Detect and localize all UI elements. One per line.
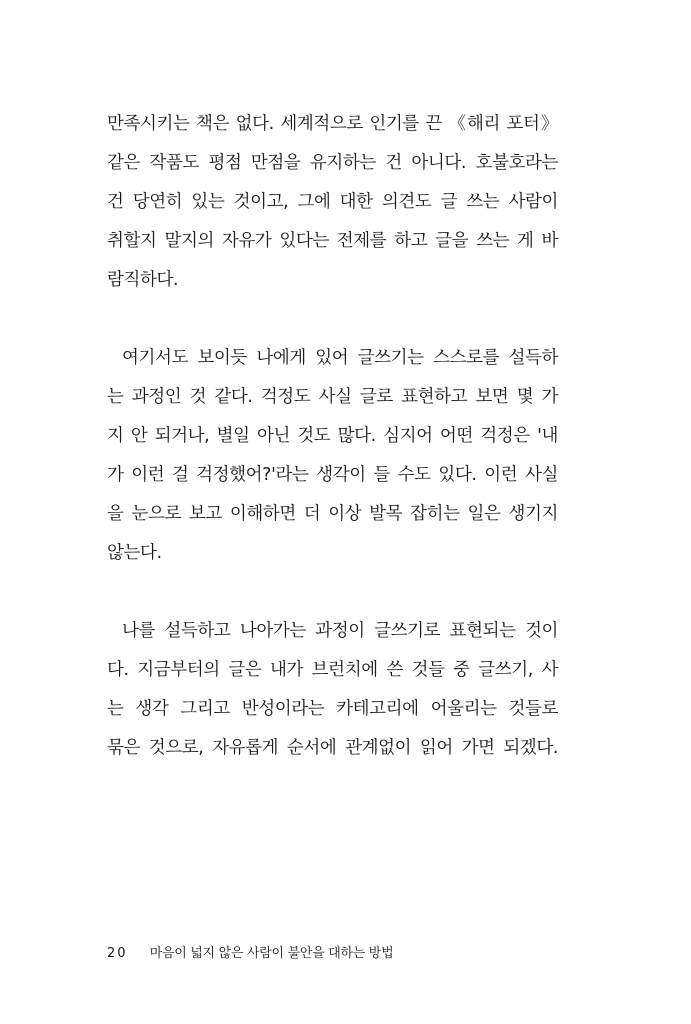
paragraph-1 [107, 105, 558, 300]
paragraph-gap [107, 573, 558, 612]
text-line: 건 당연히 있는 것이고, 그에 대한 의견도 글 쓰는 사람이 [107, 192, 558, 212]
paragraph-2 [107, 339, 558, 573]
text-line: 는 과정인 것 같다. 걱정도 사실 글로 표현하고 보면 몇 가 [107, 387, 558, 407]
paragraph-3 [107, 612, 558, 768]
text-line: 을 눈으로 보고 이해하면 더 이상 발목 잡히는 일은 생기지 [107, 504, 558, 524]
running-title: 마음이 넓지 않은 사람이 불안을 대하는 방법 [149, 946, 394, 961]
body-text [107, 105, 558, 768]
text-line: 는 생각 그리고 반성이라는 카테고리에 어울리는 것들로 [107, 699, 558, 719]
page-footer [107, 944, 393, 964]
text-line: 묶은 것으로, 자유롭게 순서에 관계없이 읽어 가면 되겠다. [107, 738, 558, 758]
page-number: 20 [107, 946, 128, 961]
text-line: 람직하다. [107, 270, 179, 290]
text-line: 않는다. [107, 543, 162, 563]
text-line: 가 이런 걸 걱정했어?'라는 생각이 들 수도 있다. 이런 사실 [107, 465, 558, 485]
text-line: 지 안 되거나, 별일 아닌 것도 많다. 심지어 어떤 걱정은 '내 [107, 426, 558, 446]
text-line: 취할지 말지의 자유가 있다는 전제를 하고 글을 쓰는 게 바 [107, 231, 558, 251]
text-line: 만족시키는 책은 없다. 세계적으로 인기를 끈 《해리 포터》 [107, 114, 558, 134]
text-line: 나를 설득하고 나아가는 과정이 글쓰기로 표현되는 것이 [122, 621, 558, 641]
text-line: 같은 작품도 평점 만점을 유지하는 건 아니다. 호불호라는 [107, 153, 558, 173]
text-line: 다. 지금부터의 글은 내가 브런치에 쓴 것들 중 글쓰기, 사 [107, 660, 558, 680]
text-line: 여기서도 보이듯 나에게 있어 글쓰기는 스스로를 설득하 [122, 348, 558, 368]
paragraph-gap [107, 300, 558, 339]
